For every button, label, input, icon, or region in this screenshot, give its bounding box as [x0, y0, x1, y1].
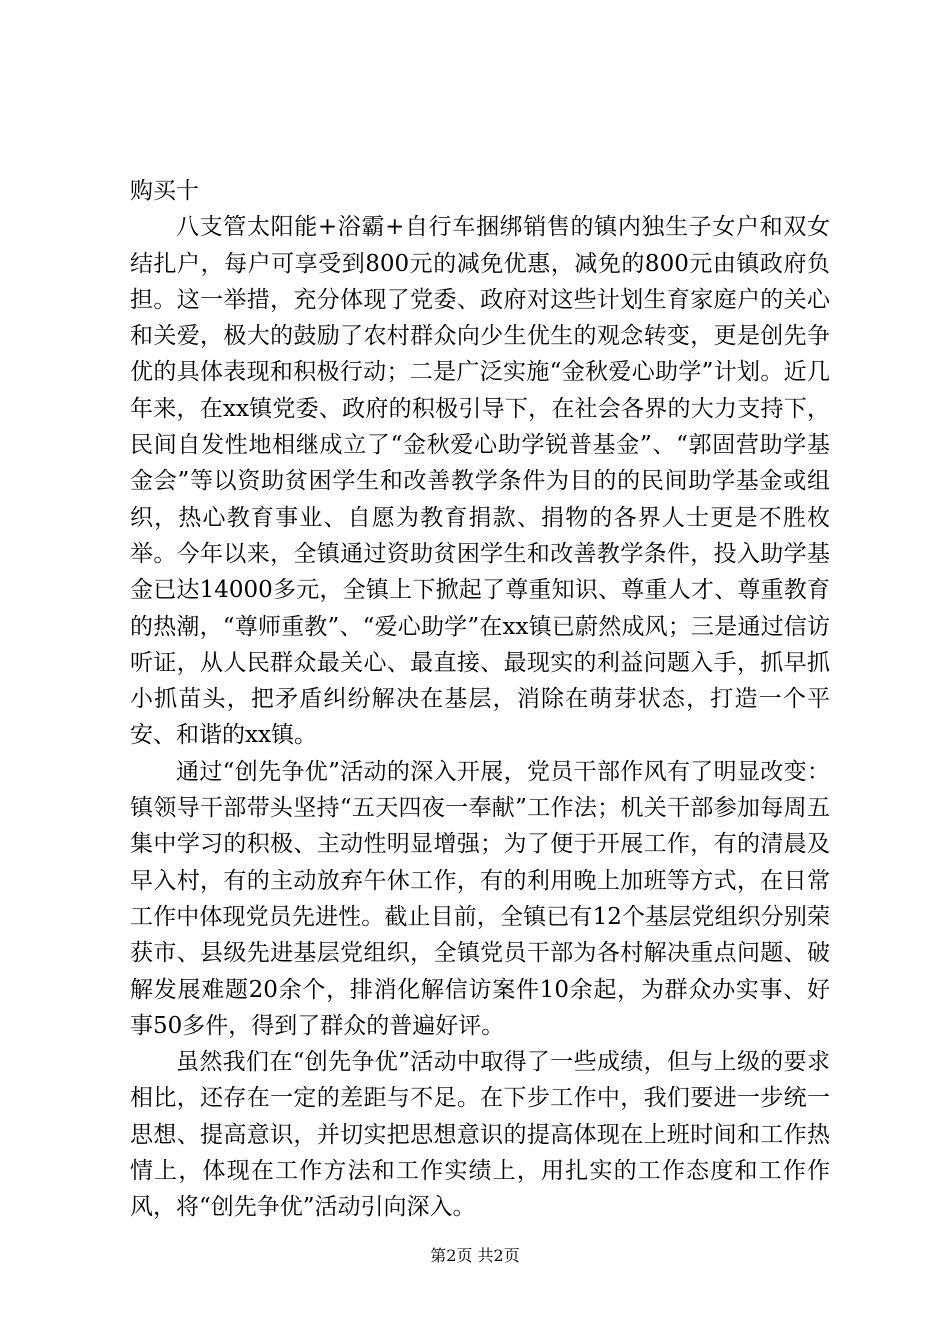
paragraph-1: 八支管太阳能+浴霸+自行车捆绑销售的镇内独生子女户和双女结扎户，每户可享受到800元的减免优惠，减免的800元由镇政府负担。这一举措，充分体现了党委、政府对这些计划生育家庭户的关心和关爱，极大的鼓励了农村群众向少生优生的观念转变，更是创先争优的具体表现和积极行动；二是广泛实施“金秋爱心助学”计划。近几年来，在xx镇党委、政府的积极引导下，在社会各界的大力支持下，民间自发性地相继成立了“金秋爱心助学锐普基金”、“郭固营助学基金会”等以资助贫困学生和改善教学条件为目的的民间助学基金或组织，热心教育事业、自愿为教育捐款、捐物的各界人士更是不胜枚举。今年以来，全镇通过资助贫困学生和改善教学条件，投入助学基金已达14000多元，全镇上下掀起了尊重知识、尊重人才、尊重教育的热潮，“尊师重教”、“爱心助学”在xx镇已蔚然成风；三是通过信访听证，从人民群众最关心、最直接、最现实的利益问题入手，抓早抓小抓苗头，把矛盾纠纷解决在基层，消除在萌芽状态，打造一个平安、和谐的xx镇。 — [130, 214, 830, 749]
paragraph-3: 虽然我们在“创先争优”活动中取得了一些成绩，但与上级的要求相比，还存在一定的差距与不足。在下步工作中，我们要进一步统一思想、提高意识，并切实把思想意识的提高体现在上班时间和工作热情上，体现在工作方法和工作实绩上，用扎实的工作态度和工作作风，将“创先争优”活动引向深入。 — [130, 1049, 830, 1221]
leading-text: 购买十 — [130, 178, 199, 204]
paragraph-2: 通过“创先争优”活动的深入开展，党员干部作风有了明显改变：镇领导干部带头坚持“五天四夜一奉献”工作法；机关干部参加每周五集中学习的积极、主动性明显增强；为了便于开展工作，有的清晨及早入村，有的主动放弃午休工作，有的利用晚上加班等方式，在日常工作中体现党员先进性。截止目前，全镇已有12个基层党组织分别荣获市、县级先进基层党组织，全镇党员干部为各村解决重点问题、破解发展难题20余个，排消化解信访案件10余起，为群众办实事、好事50多件，得到了群众的普遍好评。 — [130, 758, 830, 1039]
page-number-label: 第2页 共2页 — [430, 1246, 520, 1265]
page-footer — [0, 1246, 950, 1266]
document-body — [130, 173, 830, 1226]
